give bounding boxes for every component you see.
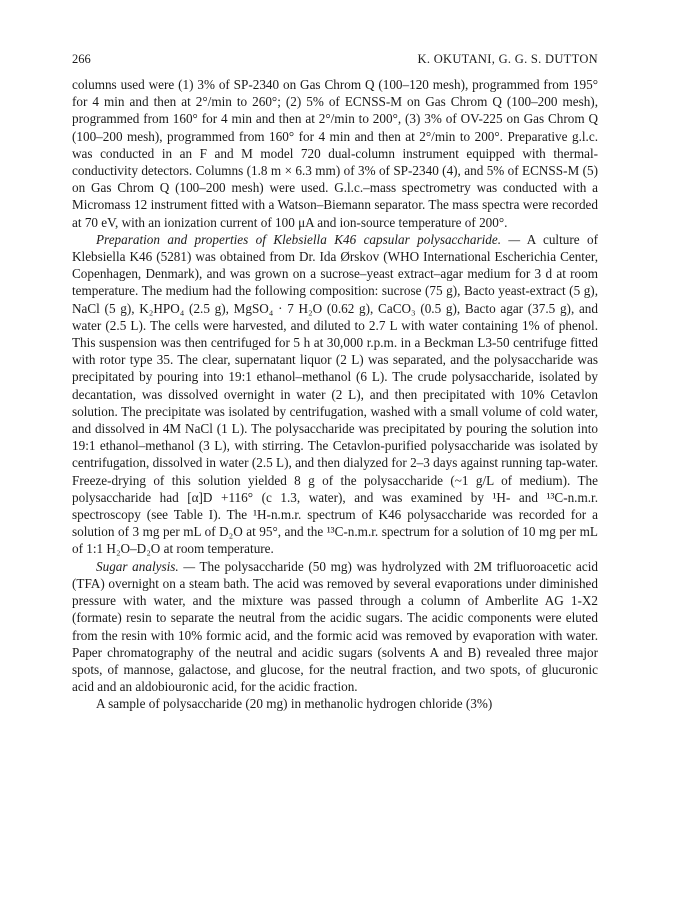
- running-head: [72, 50, 598, 68]
- page-number: 266: [72, 52, 91, 66]
- paragraph-text: columns used were (1) 3% of SP-2340 on Gas Chrom Q (100–120 mesh), programmed from 195° for 4 min and then at 2°/min to 260°; (2) 5% of ECNSS-M on Gas Chrom Q (100–200 mesh), programmed from 160° for 4 min and then at 2°/min to 200°, (3) 3% of OV-225 on Gas Chrom Q (100–200 mesh), programmed from 160° for 4 min and then at 2°/min to 200°. Preparative g.l.c. was conducted in an F and M model 720 dual-column instrument equipped with thermal-conductivity detectors. Columns (1.8 m × 6.3 mm) of 3% of SP-2340 (4), and 5% of ECNSS-M (5) on Gas Chrom Q (100–200 mesh) were used. G.l.c.–mass spectrometry was conducted with a Micromass 12 instrument fitted with a Watson–Biemann separator. The mass spectra were recorded at 70 eV, with an ionization current of 100 μA and ion-source temperature of 200°.: [72, 77, 598, 230]
- paragraph-sugar-analysis: [72, 558, 598, 696]
- running-head-authors: K. OKUTANI, G. G. S. DUTTON: [417, 52, 598, 66]
- paragraph-text: A culture of Klebsiella K46 (5281) was obtained from Dr. Ida Ørskov (WHO International Escherichia Center, Copenhagen, Denmark), and was grown on a sucrose–yeast extract–agar medium for 3 d at room temperature. The medium had the following composition: sucrose (75 g), Bacto yeast-extract (5 g), NaCl (5 g), K₂HPO₄ (2.5 g), MgSO₄ · 7 H₂O (0.62 g), CaCO₃ (0.5 g), Bacto agar (37.5 g), and water (2.5 L). The cells were harvested, and diluted to 2.7 L with water containing 1% of phenol. This suspension was then centrifuged for 5 h at 30,000 r.p.m. in a Beckman L3-50 centrifuge fitted with rotor type 35. The clear, supernatant liquor (2 L) was separated, and the polysaccharide was precipitated by pouring into 19:1 ethanol–methanol (6 L). The crude polysaccharide, isolated by decantation, was dissolved overnight in water (2 L), and then precipitated with 10% Cetavlon solution. The precipitate was isolated by centrifugation, washed with a small volume of cold water, and dissolved in 4M NaCl (1 L). The polysaccharide was precipitated by pouring the solution into 19:1 ethanol–methanol (3 L), with stirring. The Cetavlon-purified polysaccharide was isolated by centrifugation, dissolved in water (2.5 L), and then dialyzed for 2–3 days against running tap-water. Freeze-drying of this solution yielded 8 g of the polysaccharide (~1 g/L of medium). The polysaccharide had [α]D +116° (c 1.3, water), and was examined by ¹H- and ¹³C-n.m.r. spectroscopy (see Table I). The ¹H-n.m.r. spectrum of K46 polysaccharide was recorded for a solution of 3 mg per mL of D₂O at 95°, and the ¹³C-n.m.r. spectrum for a solution of 10 mg per mL of 1:1 H₂O–D₂O at room temperature.: [72, 231, 598, 557]
- paragraph-methanolysis: [72, 695, 598, 712]
- body-text: [72, 76, 598, 713]
- section-heading-preparation: Preparation and properties of Klebsiella K46 capsular polysaccharide. —: [96, 231, 521, 247]
- paragraph-text: The polysaccharide (50 mg) was hydrolyzed with 2M trifluoroacetic acid (TFA) overnight on a steam bath. The acid was removed by several evaporations under diminished pressure with water, and the mixture was passed through a column of Amberlite AG 1-X2 (formate) resin to separate the neutral from the acidic sugars. The acidic components were eluted from the resin with 10% formic acid, and the formic acid was removed by evaporation with water. Paper chromatography of the neutral and acidic sugars (solvents A and B) revealed three major spots, of mannose, galactose, and glucose, for the neutral fraction, and two spots, of glucuronic acid and an aldobiouronic acid, for the acidic fraction.: [72, 558, 598, 695]
- section-heading-sugar-analysis: Sugar analysis. —: [96, 558, 196, 574]
- paragraph-preparation: [72, 231, 598, 558]
- paragraph-text: A sample of polysaccharide (20 mg) in methanolic hydrogen chloride (3%): [96, 696, 493, 712]
- paragraph-gc-columns: [72, 76, 598, 231]
